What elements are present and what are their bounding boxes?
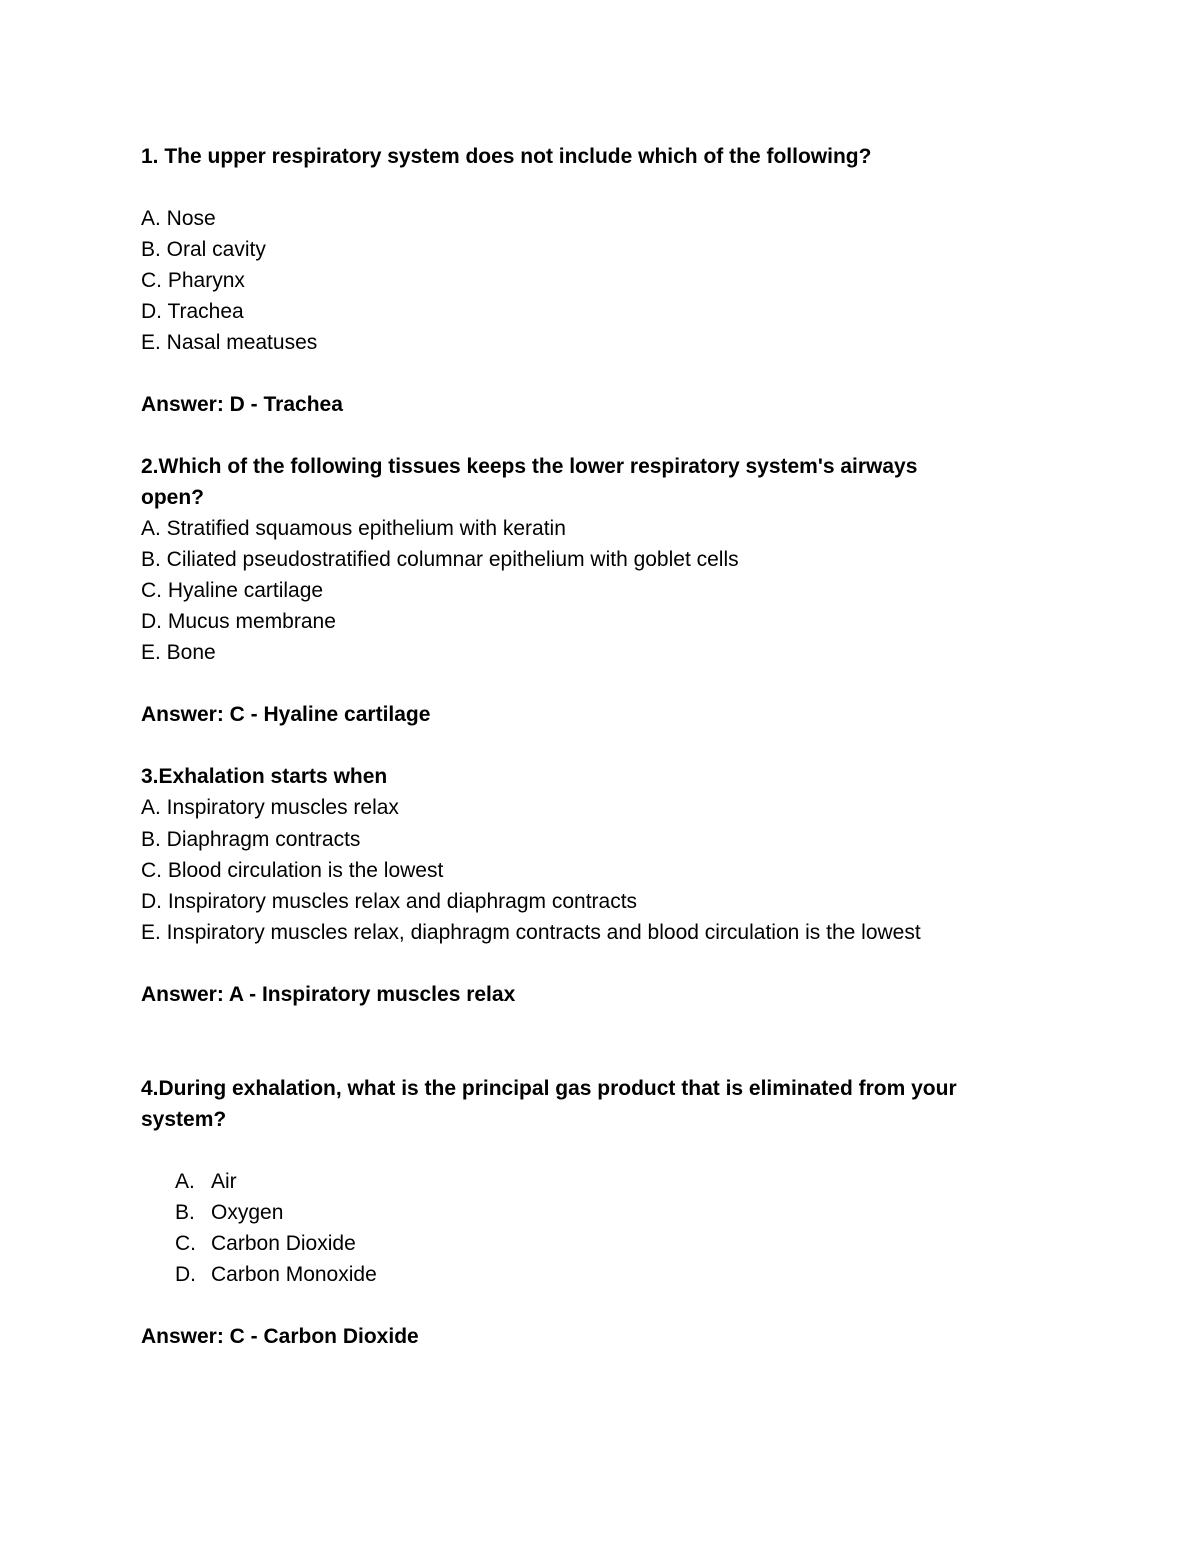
question-4-option-d-letter: D. [175,1263,196,1286]
question-4-stem-line-1: 4.During exhalation, what is the principal gas product that is eliminated from your [141,1077,957,1100]
question-1-option-a: A. Nose [141,207,216,230]
question-3-stem: 3.Exhalation starts when [141,765,388,788]
question-3-option-c: C. Blood circulation is the lowest [141,859,444,882]
question-4-option-d [0,1259,1200,1290]
question-2-stem-line-1: 2.Which of the following tissues keeps the lower respiratory system's airways [141,455,918,478]
question-4-option-d-text: Carbon Monoxide [211,1263,377,1286]
question-3-option-a: A. Inspiratory muscles relax [141,796,399,819]
question-4-option-b-letter: B. [175,1201,195,1224]
question-3-answer: Answer: A - Inspiratory muscles relax [141,983,516,1006]
question-4-option-a [0,1166,1200,1197]
question-4-answer: Answer: C - Carbon Dioxide [141,1325,419,1348]
question-1-option-e: E. Nasal meatuses [141,331,318,354]
question-2-option-c: C. Hyaline cartilage [141,579,324,602]
question-2-option-b: B. Ciliated pseudostratified columnar epithelium with goblet cells [141,548,739,571]
question-4-option-b [0,1197,1200,1228]
question-4-option-c [0,1228,1200,1259]
question-4-stem-line-2: system? [141,1108,227,1131]
question-2-stem-line-2: open? [141,486,204,509]
question-3-option-d: D. Inspiratory muscles relax and diaphragm contracts [141,890,638,913]
question-4-option-c-text: Carbon Dioxide [211,1232,356,1255]
question-3-option-e: E. Inspiratory muscles relax, diaphragm contracts and blood circulation is the lowest [141,921,921,944]
question-2-answer: Answer: C - Hyaline cartilage [141,703,431,726]
question-1-option-b: B. Oral cavity [141,238,266,261]
question-4-option-b-text: Oxygen [211,1201,284,1224]
question-4-option-c-letter: C. [175,1232,196,1255]
question-1-stem: 1. The upper respiratory system does not include which of the following? [141,145,872,168]
question-4-option-a-text: Air [211,1170,237,1193]
question-4-option-a-letter: A. [175,1170,195,1193]
question-2-option-d: D. Mucus membrane [141,610,336,633]
question-1-option-d: D. Trachea [141,300,244,323]
question-1-option-c: C. Pharynx [141,269,245,292]
question-1-answer: Answer: D - Trachea [141,393,343,416]
question-3-option-b: B. Diaphragm contracts [141,828,361,851]
question-2-option-a: A. Stratified squamous epithelium with keratin [141,517,566,540]
question-2-option-e: E. Bone [141,641,216,664]
